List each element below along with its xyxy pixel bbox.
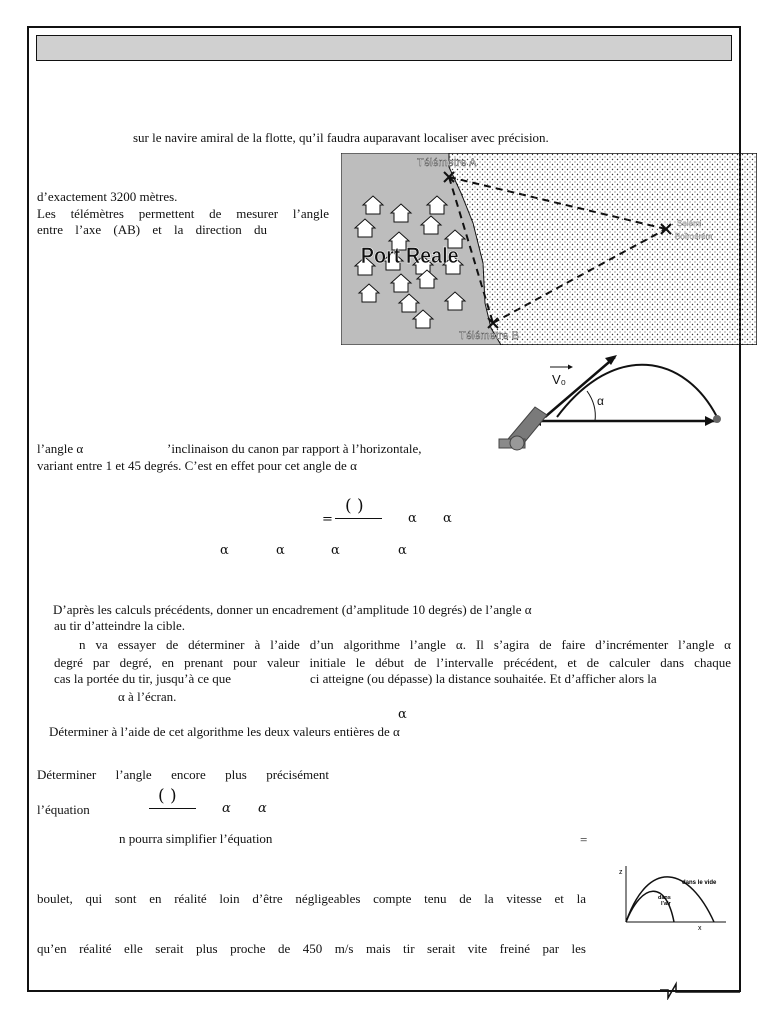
paragraph-2: d’exactement 3200 mètres.	[37, 189, 178, 204]
paragraph-1: sur le navire amiral de la flotte, qu’il faudra auparavant localiser avec précision.	[133, 130, 549, 145]
paragraph-13: Déterminer à l’aide de cet algorithme les deux valeurs entières de α	[49, 724, 400, 739]
town-label: Port Reale	[360, 244, 459, 269]
formula2-paren: ( )	[158, 786, 177, 806]
alpha-row-2: α	[276, 543, 285, 558]
z-axis-label: z	[619, 869, 623, 876]
formula1-paren: ( )	[345, 496, 364, 516]
page-break-mark	[660, 980, 740, 1000]
formula1-equals: =	[322, 512, 333, 527]
paragraph-9: n va essayer de déterminer à l’aide d’un algorithme l’angle α. Il s’agira de faire d’incrémenter l’angle α	[79, 637, 731, 652]
equals-sign: =	[580, 832, 588, 847]
paragraph-10: degré par degré, en prenant pour valeur initiale le début de l’intervalle précédent, et de calculer dans chaque	[54, 655, 731, 670]
paragraph-6: variant entre 1 et 45 degrés. C’est en effet pour cet angle de α	[37, 458, 357, 473]
formula1-alpha-1: α	[408, 511, 417, 526]
trajectory-figure	[614, 862, 734, 932]
paragraph-18: qu’en réalité elle serait plus proche de 450 m/s mais tir serait vite freiné par les	[37, 941, 586, 956]
formula1-fraction-bar	[335, 518, 382, 519]
paragraph-11a: cas la portée du tir, jusqu’à ce que	[54, 671, 232, 686]
v0-overline-head	[568, 365, 573, 370]
label-ship-1: Selémi	[677, 219, 702, 228]
paragraph-7: D’après les calculs précédents, donner un encadrement (d’amplitude 10 degrés) de l’angle α	[53, 602, 532, 617]
air-label-2: l’air	[661, 901, 671, 907]
alpha-label: α	[597, 394, 604, 408]
label-telemetre-a: Télémetre A	[417, 157, 477, 169]
paragraph-12: α à l’écran.	[118, 689, 177, 704]
paragraph-14: Déterminer l’angle encore plus précisément	[37, 767, 329, 782]
formula1-alpha-2: α	[443, 511, 452, 526]
v0-vector	[545, 357, 615, 417]
paragraph-5: l’angle α	[37, 441, 84, 456]
target-ball	[713, 415, 721, 423]
paragraph-15: l’équation	[37, 802, 90, 817]
paragraph-17: boulet, qui sont en réalité loin d’être négligeables compte tenu de la vitesse et la	[37, 891, 586, 906]
map-figure	[341, 153, 757, 345]
trajectory-arc	[557, 365, 717, 417]
cannon-figure	[495, 345, 730, 455]
alpha-row-3: α	[331, 543, 340, 558]
label-telemetre-b: Télémetre B	[459, 330, 519, 342]
alpha-lone: α	[398, 707, 407, 722]
formula2-alpha-2: α	[258, 801, 267, 816]
x-axis-label: x	[698, 925, 702, 932]
air-label-1: dans	[658, 895, 671, 901]
paragraph-11b: ci atteigne (ou dépasse) la distance souhaitée. Et d’afficher alors la	[310, 671, 657, 686]
vacuum-label: dans le vide	[682, 880, 717, 886]
label-ship-2: Boïroérém	[675, 232, 713, 241]
cannon-icon	[499, 407, 547, 450]
alpha-row-1: α	[220, 543, 229, 558]
alpha-row-4: α	[398, 543, 407, 558]
paragraph-16: n pourra simplifier l’équation	[119, 831, 273, 846]
v0-label: V₀	[552, 372, 567, 387]
formula2-alpha-1: α	[222, 801, 231, 816]
paragraph-8: au tir d’atteindre la cible.	[54, 618, 186, 633]
formula2-fraction-bar	[149, 808, 196, 809]
title-bar	[36, 35, 732, 61]
paragraph-3: Les télémètres permettent de mesurer l’angle	[37, 206, 329, 221]
paragraph-4: entre l’axe (AB) et la direction du	[37, 222, 267, 237]
paragraph-5b: ’inclinaison du canon par rapport à l’horizontale,	[167, 441, 422, 456]
angle-arc	[587, 391, 595, 421]
